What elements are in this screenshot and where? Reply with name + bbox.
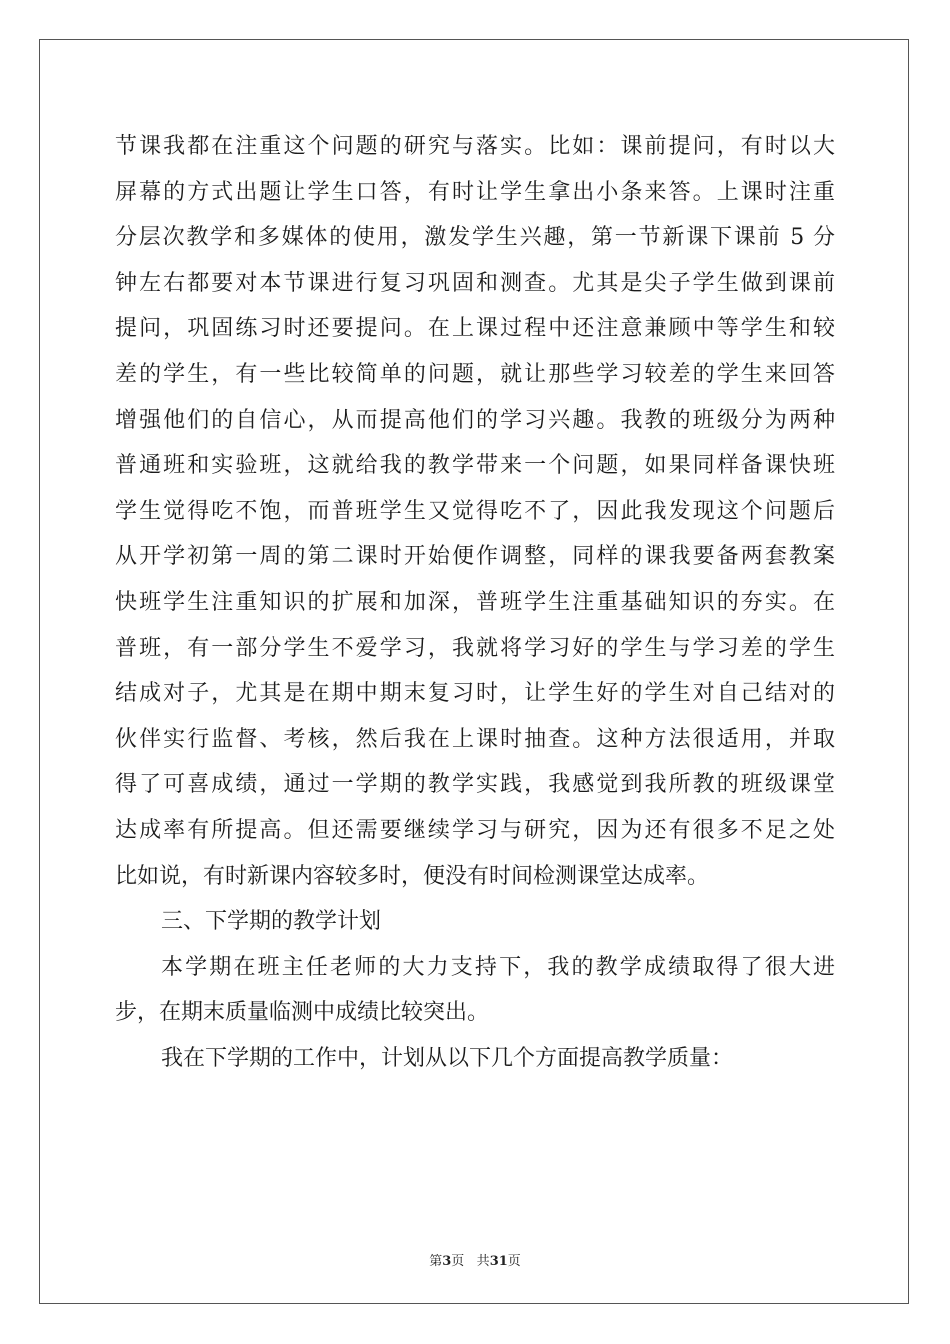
document-body [115,124,835,1081]
text-line: 达成率有所提高。但还需要继续学习与研究，因为还有很多不足之处 [115,817,835,843]
footer-page-suffix: 页 [451,1254,465,1269]
text-line: 学生觉得吃不饱，而普班学生又觉得吃不了，因此我发现这个问题后 [115,498,835,524]
footer-total-suffix: 页 [507,1254,521,1269]
text-line: 屏幕的方式出题让学生口答，有时让学生拿出小条来答。上课时注重 [115,179,835,205]
text-line: 普班，有一部分学生不爱学习，我就将学习好的学生与学习差的学生 [115,635,835,661]
text-line: 普通班和实验班，这就给我的教学带来一个问题，如果同样备课快班 [115,453,835,479]
text-line: 快班学生注重知识的扩展和加深，普班学生注重基础知识的夯实。在 [115,589,835,615]
footer-total-prefix: 共 [476,1254,490,1269]
text-line: 钟左右都要对本节课进行复习巩固和测查。尤其是尖子学生做到课前 [115,270,835,296]
text-line: 提问，巩固练习时还要提问。在上课过程中还注意兼顾中等学生和较 [115,316,835,342]
text-line: 步，在期末质量临测中成绩比较突出。 [115,1000,490,1026]
footer-page-prefix: 第 [429,1254,443,1269]
footer-total-number: 31 [489,1254,508,1269]
text-line: 分层次教学和多媒体的使用，激发学生兴趣，第一节新课下课前 5 分 [115,225,835,251]
text-line: 我在下学期的工作中，计划从以下几个方面提高教学质量： [161,1045,734,1071]
page-footer [0,1250,950,1269]
text-line: 增强他们的自信心，从而提高他们的学习兴趣。我教的班级分为两种 [115,407,835,433]
text-line: 节课我都在注重这个问题的研究与落实。比如：课前提问，有时以大 [115,134,835,159]
text-line: 得了可喜成绩，通过一学期的教学实践，我感觉到我所教的班级课堂 [115,772,835,798]
text-line: 本学期在班主任老师的大力支持下，我的教学成绩取得了很大进 [161,954,835,980]
section-heading: 三、下学期的教学计划 [161,909,382,935]
text-line: 差的学生，有一些比较简单的问题，就让那些学习较差的学生来回答 [115,361,835,387]
text-line: 比如说，有时新课内容较多时，便没有时间检测课堂达成率。 [115,863,710,889]
text-line: 从开学初第一周的第二课时开始便作调整，同样的课我要备两套教案 [115,544,835,570]
footer-page-number: 3 [442,1254,452,1269]
text-line: 伙伴实行监督、考核，然后我在上课时抽查。这种方法很适用，并取 [115,726,835,752]
text-line: 结成对子，尤其是在期中期末复习时，让学生好的学生对自己结对的 [115,681,835,707]
